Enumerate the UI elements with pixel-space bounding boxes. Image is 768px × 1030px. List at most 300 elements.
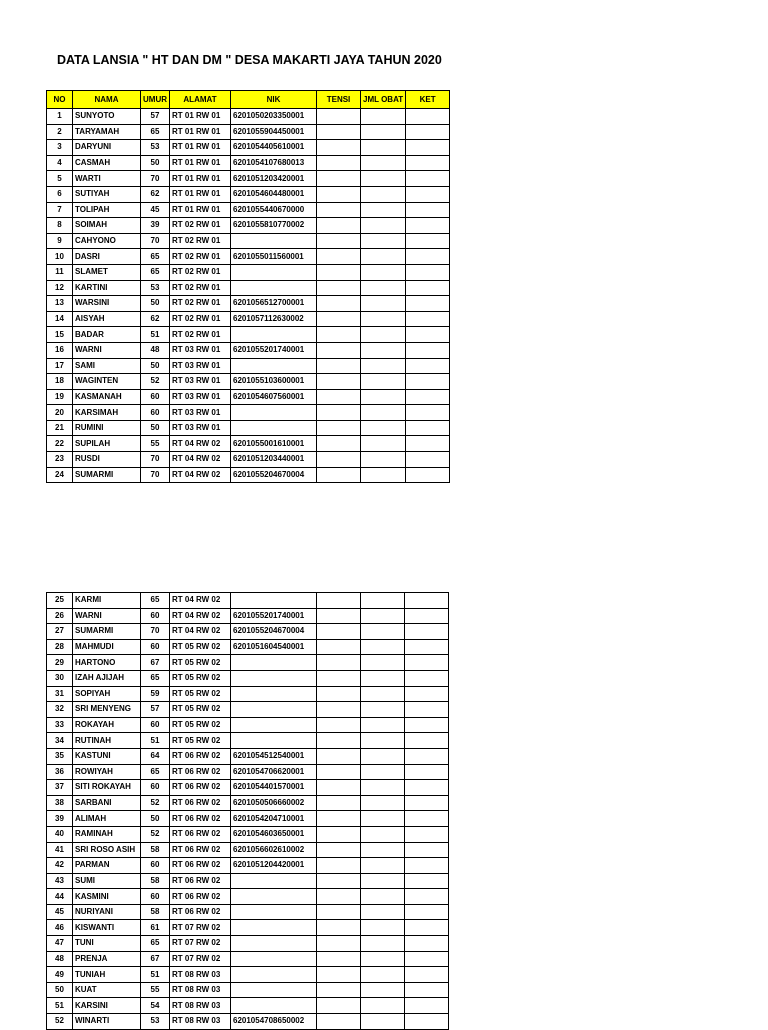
cell-nama: WARSINI [73, 296, 141, 312]
cell-jml-obat [361, 936, 405, 952]
cell-nama: KUAT [73, 982, 141, 998]
cell-nik: 6201051203440001 [231, 452, 317, 468]
cell-nik [231, 686, 317, 702]
cell-ket [406, 311, 450, 327]
cell-tensi [317, 670, 361, 686]
cell-tensi [317, 748, 361, 764]
cell-nik [231, 358, 317, 374]
cell-jml-obat [361, 904, 405, 920]
cell-tensi [317, 639, 361, 655]
table-row [47, 795, 449, 811]
cell-jml-obat [361, 780, 405, 796]
table-row [47, 327, 450, 343]
cell-alamat: RT 05 RW 02 [170, 655, 231, 671]
cell-umur: 64 [141, 748, 170, 764]
cell-tensi [317, 420, 361, 436]
cell-umur: 55 [141, 982, 170, 998]
cell-nama: TUNIAH [73, 967, 141, 983]
cell-nik [231, 733, 317, 749]
cell-umur: 58 [141, 904, 170, 920]
cell-no: 41 [47, 842, 73, 858]
cell-umur: 70 [141, 624, 170, 640]
cell-tensi [317, 873, 361, 889]
cell-no: 30 [47, 670, 73, 686]
table-row [47, 171, 450, 187]
cell-ket [406, 436, 450, 452]
cell-alamat: RT 03 RW 01 [170, 420, 231, 436]
cell-tensi [317, 389, 361, 405]
cell-umur: 65 [141, 124, 170, 140]
cell-tensi [317, 327, 361, 343]
cell-no: 42 [47, 858, 73, 874]
cell-no: 34 [47, 733, 73, 749]
cell-alamat: RT 06 RW 02 [170, 826, 231, 842]
table-row [47, 405, 450, 421]
cell-tensi [317, 717, 361, 733]
cell-alamat: RT 07 RW 02 [170, 936, 231, 952]
cell-no: 8 [47, 218, 73, 234]
cell-no: 25 [47, 593, 73, 609]
cell-ket [405, 780, 449, 796]
cell-alamat: RT 04 RW 02 [170, 608, 231, 624]
cell-nik [231, 233, 317, 249]
cell-nik: 6201050506660002 [231, 795, 317, 811]
cell-umur: 70 [141, 171, 170, 187]
cell-tensi [317, 249, 361, 265]
elderly-table-part-1 [46, 90, 450, 483]
table-row [47, 374, 450, 390]
cell-nama: WARNI [73, 342, 141, 358]
cell-jml-obat [361, 639, 405, 655]
cell-jml-obat [361, 264, 406, 280]
cell-umur: 52 [141, 826, 170, 842]
cell-tensi [317, 655, 361, 671]
cell-no: 31 [47, 686, 73, 702]
table-row [47, 842, 449, 858]
cell-alamat: RT 04 RW 02 [170, 624, 231, 640]
cell-umur: 70 [141, 452, 170, 468]
table-row [47, 593, 449, 609]
cell-nama: MAHMUDI [73, 639, 141, 655]
cell-no: 49 [47, 967, 73, 983]
cell-alamat: RT 08 RW 03 [170, 998, 231, 1014]
cell-tensi [317, 951, 361, 967]
table-row [47, 109, 450, 125]
cell-nama: PARMAN [73, 858, 141, 874]
cell-ket [406, 420, 450, 436]
cell-jml-obat [361, 748, 405, 764]
cell-alamat: RT 06 RW 02 [170, 748, 231, 764]
cell-tensi [317, 452, 361, 468]
cell-no: 24 [47, 467, 73, 483]
cell-alamat: RT 06 RW 02 [170, 764, 231, 780]
cell-nik [231, 951, 317, 967]
cell-umur: 54 [141, 998, 170, 1014]
cell-alamat: RT 01 RW 01 [170, 202, 231, 218]
table-row [47, 264, 450, 280]
cell-alamat: RT 01 RW 01 [170, 109, 231, 125]
cell-nama: SUMARMI [73, 624, 141, 640]
cell-nik [231, 889, 317, 905]
cell-jml-obat [361, 717, 405, 733]
cell-nama: IZAH AJIJAH [73, 670, 141, 686]
cell-nama: SITI ROKAYAH [73, 780, 141, 796]
cell-no: 47 [47, 936, 73, 952]
cell-jml-obat [361, 951, 405, 967]
cell-tensi [317, 733, 361, 749]
table-row [47, 655, 449, 671]
cell-jml-obat [361, 140, 406, 156]
cell-jml-obat [361, 608, 405, 624]
cell-tensi [317, 218, 361, 234]
cell-ket [405, 702, 449, 718]
cell-nama: BADAR [73, 327, 141, 343]
table-row [47, 358, 450, 374]
table-row [47, 420, 450, 436]
cell-no: 17 [47, 358, 73, 374]
cell-umur: 50 [141, 811, 170, 827]
cell-nik: 6201055011560001 [231, 249, 317, 265]
cell-alamat: RT 05 RW 02 [170, 639, 231, 655]
elderly-table-part-2 [46, 592, 449, 1030]
cell-ket [405, 889, 449, 905]
cell-jml-obat [361, 764, 405, 780]
cell-umur: 60 [141, 717, 170, 733]
cell-no: 11 [47, 264, 73, 280]
cell-jml-obat [361, 249, 406, 265]
cell-umur: 52 [141, 374, 170, 390]
cell-nik: 6201055204670004 [231, 624, 317, 640]
cell-nama: NURIYANI [73, 904, 141, 920]
table-row [47, 1014, 449, 1030]
cell-umur: 50 [141, 296, 170, 312]
cell-nik: 6201055201740001 [231, 342, 317, 358]
cell-alamat: RT 06 RW 02 [170, 842, 231, 858]
cell-nik [231, 936, 317, 952]
cell-ket [406, 202, 450, 218]
cell-nik: 6201050203350001 [231, 109, 317, 125]
cell-umur: 53 [141, 140, 170, 156]
cell-tensi [317, 186, 361, 202]
cell-no: 33 [47, 717, 73, 733]
cell-umur: 60 [141, 608, 170, 624]
cell-ket [406, 109, 450, 125]
cell-ket [406, 264, 450, 280]
header-tensi: TENSI [317, 91, 361, 109]
cell-jml-obat [361, 358, 406, 374]
cell-tensi [317, 967, 361, 983]
cell-nik: 6201056512700001 [231, 296, 317, 312]
cell-nama: SOPIYAH [73, 686, 141, 702]
cell-tensi [317, 342, 361, 358]
table-row [47, 280, 450, 296]
cell-no: 21 [47, 420, 73, 436]
cell-no: 37 [47, 780, 73, 796]
cell-jml-obat [361, 733, 405, 749]
table-row [47, 826, 449, 842]
cell-jml-obat [361, 842, 405, 858]
table-row [47, 233, 450, 249]
cell-umur: 59 [141, 686, 170, 702]
cell-jml-obat [361, 280, 406, 296]
cell-nik: 6201057112630002 [231, 311, 317, 327]
cell-nama: SUPILAH [73, 436, 141, 452]
cell-tensi [317, 1014, 361, 1030]
cell-ket [406, 233, 450, 249]
cell-jml-obat [361, 920, 405, 936]
cell-ket [406, 374, 450, 390]
cell-jml-obat [361, 655, 405, 671]
cell-tensi [317, 686, 361, 702]
cell-jml-obat [361, 124, 406, 140]
cell-nik: 6201055001610001 [231, 436, 317, 452]
cell-umur: 65 [141, 936, 170, 952]
cell-umur: 53 [141, 1014, 170, 1030]
cell-jml-obat [361, 967, 405, 983]
cell-ket [405, 982, 449, 998]
cell-tensi [317, 998, 361, 1014]
cell-alamat: RT 06 RW 02 [170, 889, 231, 905]
cell-nik [231, 904, 317, 920]
table-row [47, 624, 449, 640]
cell-ket [406, 327, 450, 343]
table-row [47, 764, 449, 780]
cell-umur: 48 [141, 342, 170, 358]
cell-ket [405, 593, 449, 609]
cell-tensi [317, 764, 361, 780]
cell-no: 16 [47, 342, 73, 358]
cell-ket [406, 358, 450, 374]
table-row [47, 186, 450, 202]
table-row [47, 951, 449, 967]
cell-jml-obat [361, 342, 406, 358]
cell-no: 28 [47, 639, 73, 655]
cell-alamat: RT 01 RW 01 [170, 124, 231, 140]
cell-ket [405, 842, 449, 858]
cell-nik: 6201051204420001 [231, 858, 317, 874]
cell-no: 22 [47, 436, 73, 452]
cell-alamat: RT 05 RW 02 [170, 733, 231, 749]
cell-tensi [317, 140, 361, 156]
cell-umur: 60 [141, 405, 170, 421]
cell-alamat: RT 01 RW 01 [170, 155, 231, 171]
cell-ket [406, 140, 450, 156]
cell-no: 35 [47, 748, 73, 764]
cell-tensi [317, 842, 361, 858]
cell-nik: 6201054405610001 [231, 140, 317, 156]
table-row [47, 780, 449, 796]
cell-no: 26 [47, 608, 73, 624]
cell-tensi [317, 858, 361, 874]
cell-umur: 60 [141, 858, 170, 874]
table-row [47, 889, 449, 905]
cell-alamat: RT 02 RW 01 [170, 249, 231, 265]
cell-nik [231, 280, 317, 296]
cell-tensi [317, 311, 361, 327]
cell-jml-obat [361, 873, 405, 889]
cell-umur: 65 [141, 249, 170, 265]
cell-nik: 6201054706620001 [231, 764, 317, 780]
cell-umur: 39 [141, 218, 170, 234]
header-alamat: ALAMAT [170, 91, 231, 109]
cell-umur: 51 [141, 327, 170, 343]
cell-nama: KARTINI [73, 280, 141, 296]
cell-ket [405, 795, 449, 811]
cell-no: 27 [47, 624, 73, 640]
cell-ket [406, 124, 450, 140]
table-row [47, 702, 449, 718]
cell-jml-obat [361, 327, 406, 343]
table-row [47, 249, 450, 265]
cell-no: 38 [47, 795, 73, 811]
cell-ket [406, 186, 450, 202]
cell-nama: TOLIPAH [73, 202, 141, 218]
cell-no: 29 [47, 655, 73, 671]
cell-umur: 51 [141, 967, 170, 983]
cell-nik: 6201054708650002 [231, 1014, 317, 1030]
table-row [47, 296, 450, 312]
cell-nama: KARMI [73, 593, 141, 609]
cell-nama: ROKAYAH [73, 717, 141, 733]
cell-nik: 6201054401570001 [231, 780, 317, 796]
cell-tensi [317, 780, 361, 796]
cell-alamat: RT 08 RW 03 [170, 982, 231, 998]
cell-alamat: RT 02 RW 01 [170, 327, 231, 343]
cell-tensi [317, 202, 361, 218]
table-row [47, 124, 450, 140]
cell-jml-obat [361, 186, 406, 202]
cell-nama: SRI MENYENG [73, 702, 141, 718]
cell-jml-obat [361, 296, 406, 312]
cell-nik: 6201054512540001 [231, 748, 317, 764]
cell-tensi [317, 358, 361, 374]
cell-jml-obat [361, 202, 406, 218]
cell-alamat: RT 03 RW 01 [170, 389, 231, 405]
cell-nama: TARYAMAH [73, 124, 141, 140]
cell-nik [231, 998, 317, 1014]
cell-umur: 55 [141, 436, 170, 452]
cell-jml-obat [361, 171, 406, 187]
cell-tensi [317, 624, 361, 640]
cell-no: 52 [47, 1014, 73, 1030]
cell-jml-obat [361, 109, 406, 125]
cell-ket [406, 405, 450, 421]
cell-umur: 60 [141, 389, 170, 405]
cell-alamat: RT 03 RW 01 [170, 342, 231, 358]
cell-tensi [317, 702, 361, 718]
cell-tensi [317, 795, 361, 811]
table-row [47, 967, 449, 983]
cell-nik [231, 920, 317, 936]
cell-nama: CASMAH [73, 155, 141, 171]
header-nik: NIK [231, 91, 317, 109]
cell-nik: 6201054607560001 [231, 389, 317, 405]
cell-nik: 6201055440670000 [231, 202, 317, 218]
cell-tensi [317, 280, 361, 296]
cell-alamat: RT 06 RW 02 [170, 904, 231, 920]
cell-ket [406, 389, 450, 405]
table-row [47, 436, 450, 452]
cell-no: 2 [47, 124, 73, 140]
cell-ket [405, 951, 449, 967]
cell-nik: 6201055103600001 [231, 374, 317, 390]
cell-nik [231, 655, 317, 671]
cell-nik: 6201054107680013 [231, 155, 317, 171]
cell-no: 15 [47, 327, 73, 343]
cell-umur: 52 [141, 795, 170, 811]
cell-alamat: RT 05 RW 02 [170, 702, 231, 718]
table-row [47, 920, 449, 936]
cell-no: 4 [47, 155, 73, 171]
cell-nama: RUSDI [73, 452, 141, 468]
cell-tensi [317, 920, 361, 936]
cell-nama: WINARTI [73, 1014, 141, 1030]
cell-nama: TUNI [73, 936, 141, 952]
cell-tensi [317, 264, 361, 280]
cell-alamat: RT 07 RW 02 [170, 920, 231, 936]
cell-no: 50 [47, 982, 73, 998]
cell-alamat: RT 01 RW 01 [170, 186, 231, 202]
cell-no: 51 [47, 998, 73, 1014]
cell-umur: 58 [141, 842, 170, 858]
cell-jml-obat [361, 420, 406, 436]
cell-alamat: RT 04 RW 02 [170, 467, 231, 483]
header-nama: NAMA [73, 91, 141, 109]
cell-alamat: RT 06 RW 02 [170, 858, 231, 874]
cell-no: 19 [47, 389, 73, 405]
cell-no: 9 [47, 233, 73, 249]
table-row [47, 858, 449, 874]
cell-tensi [317, 109, 361, 125]
cell-alamat: RT 01 RW 01 [170, 171, 231, 187]
cell-ket [405, 873, 449, 889]
cell-nama: RUTINAH [73, 733, 141, 749]
cell-umur: 60 [141, 889, 170, 905]
cell-jml-obat [361, 858, 405, 874]
cell-jml-obat [361, 374, 406, 390]
cell-nik: 6201055810770002 [231, 218, 317, 234]
cell-nama: SAMI [73, 358, 141, 374]
cell-alamat: RT 06 RW 02 [170, 873, 231, 889]
cell-jml-obat [361, 218, 406, 234]
cell-nama: KARSIMAH [73, 405, 141, 421]
cell-nik [231, 405, 317, 421]
table-row [47, 342, 450, 358]
cell-nik [231, 717, 317, 733]
cell-alamat: RT 03 RW 01 [170, 405, 231, 421]
cell-nik [231, 420, 317, 436]
cell-umur: 70 [141, 233, 170, 249]
cell-tensi [317, 155, 361, 171]
cell-nama: KISWANTI [73, 920, 141, 936]
cell-umur: 67 [141, 655, 170, 671]
cell-nik [231, 327, 317, 343]
cell-nama: KASMINI [73, 889, 141, 905]
cell-nama: SARBANI [73, 795, 141, 811]
cell-jml-obat [361, 686, 405, 702]
cell-nik: 6201055904450001 [231, 124, 317, 140]
cell-umur: 70 [141, 467, 170, 483]
table-row [47, 670, 449, 686]
table-row [47, 733, 449, 749]
cell-nik [231, 702, 317, 718]
table-row [47, 140, 450, 156]
cell-alamat: RT 06 RW 02 [170, 780, 231, 796]
cell-alamat: RT 05 RW 02 [170, 686, 231, 702]
cell-tensi [317, 171, 361, 187]
cell-nik [231, 264, 317, 280]
cell-alamat: RT 06 RW 02 [170, 811, 231, 827]
